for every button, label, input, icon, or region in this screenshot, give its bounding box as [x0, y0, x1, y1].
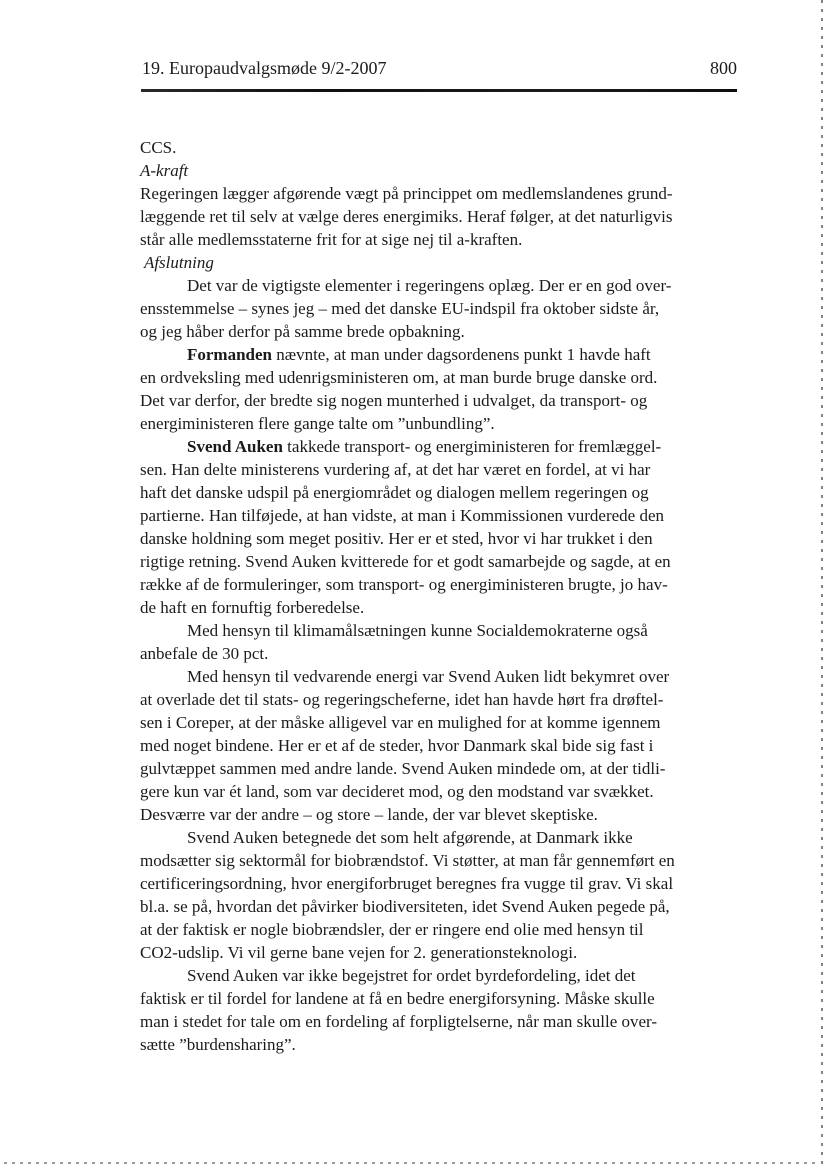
text-line: modsætter sig sektormål for biobrændstof. Vi støtter, at man får gennemført en — [140, 851, 675, 870]
text-line: Regeringen lægger afgørende vægt på princippet om medlemslandenes grund- — [140, 184, 673, 203]
text-line: man i stedet for tale om en fordeling af forpligtelserne, når man skulle over- — [140, 1012, 658, 1031]
text-line: gere kun var ét land, som var decideret mod, og den modstand var svækket. — [140, 782, 654, 801]
text-line: Afslutning — [140, 253, 214, 272]
page-number: 800 — [710, 58, 737, 78]
text-line: sen. Han delte ministerens vurdering af, at det har været en fordel, at vi har — [140, 460, 651, 479]
text-line: at der faktisk er nogle biobrændsler, der er ringere end olie med hensyn til — [140, 920, 644, 939]
text-line: at overlade det til stats- og regeringscheferne, idet han havde hørt fra drøftel- — [140, 690, 664, 709]
text-line: A-kraft — [140, 161, 189, 180]
text-line: CO2-udslip. Vi vil gerne bane vejen for 2. generationsteknologi. — [140, 943, 578, 962]
text-line: Formanden nævnte, at man under dagsordenens punkt 1 havde haft — [187, 345, 651, 364]
text-line: sætte ”burdensharing”. — [140, 1035, 296, 1054]
text-line: Det var derfor, der bredte sig nogen munterhed i udvalget, da transport- og — [140, 391, 648, 410]
text-line: læggende ret til selv at vælge deres energimiks. Heraf følger, at det naturligvis — [140, 207, 673, 226]
text-line: en ordveksling med udenrigsministeren om, at man burde bruge danske ord. — [140, 368, 658, 387]
text-line: anbefale de 30 pct. — [140, 644, 269, 663]
text-line: partierne. Han tilføjede, at han vidste, at man i Kommissionen vurderede den — [140, 506, 665, 525]
text-line: står alle medlemsstaterne frit for at sige nej til a-kraften. — [140, 230, 523, 249]
text-line: faktisk er til fordel for landene at få en bedre energiforsyning. Måske skulle — [140, 989, 655, 1008]
page-header — [142, 57, 737, 79]
meeting-title: 19. Europaudvalgsmøde 9/2-2007 — [142, 58, 387, 78]
text-line: CCS. — [140, 138, 177, 157]
scan-artifact-right-edge — [821, 0, 823, 1167]
text-line: danske holdning som meget positiv. Her er et sted, hvor vi har trukket i den — [140, 529, 653, 548]
text-line: Med hensyn til klimamålsætningen kunne Socialdemokraterne også — [187, 621, 648, 640]
text-line: Det var de vigtigste elementer i regeringens oplæg. Der er en god over- — [187, 276, 672, 295]
text-line: Desværre var der andre – og store – lande, der var blevet skeptiske. — [140, 805, 598, 824]
text-line: rigtige retning. Svend Auken kvitterede for et godt samarbejde og sagde, at en — [140, 552, 671, 571]
header-rule — [141, 89, 737, 92]
text-line: gulvtæppet sammen med andre lande. Svend Auken mindede om, at der tidli- — [140, 759, 666, 778]
text-line: Svend Auken takkede transport- og energiministeren for fremlæggel- — [187, 437, 662, 456]
text-line: ensstemmelse – synes jeg – med det danske EU-indspil fra oktober sidste år, — [140, 299, 660, 318]
text-line: Svend Auken betegnede det som helt afgørende, at Danmark ikke — [187, 828, 633, 847]
text-line: certificeringsordning, hvor energiforbruget beregnes fra vugge til grav. Vi skal — [140, 874, 674, 893]
scan-artifact-bottom-edge — [4, 1162, 819, 1164]
text-line: med noget bindene. Her er et af de steder, hvor Danmark skal bide sig fast i — [140, 736, 654, 755]
text-line: sen i Coreper, at der måske alligevel var en mulighed for at komme igennem — [140, 713, 661, 732]
text-line: række af de formuleringer, som transport- og energiministeren brugte, jo hav- — [140, 575, 668, 594]
text-line: bl.a. se på, hvordan det påvirker biodiversiteten, idet Svend Auken pegede på, — [140, 897, 670, 916]
document-body — [140, 136, 746, 1056]
text-line: energiministeren flere gange talte om ”unbundling”. — [140, 414, 495, 433]
text-line: Svend Auken var ikke begejstret for ordet byrdefordeling, idet det — [187, 966, 636, 985]
text-line: de haft en fornuftig forberedelse. — [140, 598, 365, 617]
text-line: haft det danske udspil på energiområdet og dialogen mellem regeringen og — [140, 483, 649, 502]
text-line: og jeg håber derfor på samme brede opbakning. — [140, 322, 465, 341]
text-line: Med hensyn til vedvarende energi var Svend Auken lidt bekymret over — [187, 667, 670, 686]
